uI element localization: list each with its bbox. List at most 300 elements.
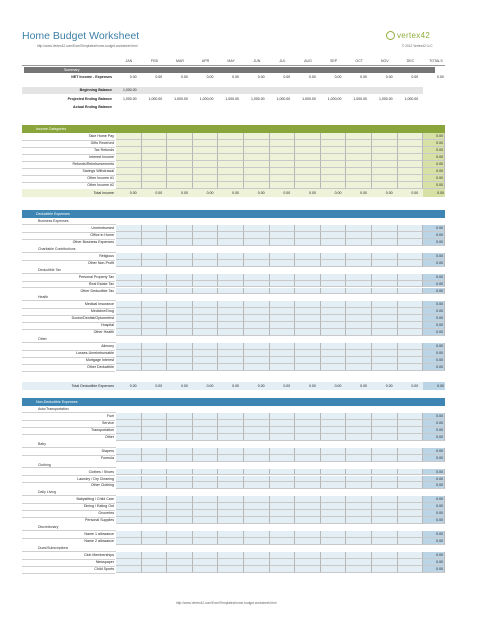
month-cell[interactable] (116, 260, 142, 267)
month-cell[interactable] (372, 420, 398, 427)
month-cell[interactable] (244, 133, 270, 140)
month-cell[interactable] (167, 427, 193, 434)
month-cell[interactable] (244, 427, 270, 434)
month-cell[interactable] (193, 538, 219, 545)
month-cell[interactable] (270, 531, 296, 538)
month-cell[interactable] (321, 434, 347, 441)
month-cell[interactable] (218, 232, 244, 239)
month-cell[interactable] (142, 503, 168, 510)
month-cell[interactable] (116, 448, 142, 455)
month-cell[interactable] (218, 239, 244, 246)
month-cell[interactable] (295, 357, 321, 364)
month-cell[interactable] (372, 225, 398, 232)
month-cell[interactable] (270, 260, 296, 267)
month-cell[interactable] (346, 288, 372, 295)
month-cell[interactable] (372, 552, 398, 559)
month-cell[interactable] (346, 253, 372, 260)
month-cell[interactable] (218, 364, 244, 371)
month-cell[interactable] (116, 288, 142, 295)
month-cell[interactable] (244, 168, 270, 175)
month-cell[interactable] (167, 496, 193, 503)
month-cell[interactable] (142, 469, 168, 476)
month-cell[interactable] (142, 161, 168, 168)
month-cell[interactable] (321, 531, 347, 538)
month-cell[interactable] (244, 448, 270, 455)
month-cell[interactable] (116, 140, 142, 147)
month-cell[interactable] (372, 274, 398, 281)
month-cell[interactable] (167, 566, 193, 573)
month-cell[interactable] (193, 482, 219, 489)
month-cell[interactable] (398, 510, 424, 517)
month-cell[interactable] (398, 552, 424, 559)
month-cell[interactable] (142, 281, 168, 288)
month-cell[interactable] (346, 315, 372, 322)
month-cell[interactable] (372, 538, 398, 545)
month-cell[interactable] (346, 343, 372, 350)
month-cell[interactable] (295, 288, 321, 295)
month-cell[interactable] (116, 482, 142, 489)
month-cell[interactable] (372, 140, 398, 147)
month-cell[interactable] (398, 301, 424, 308)
month-cell[interactable] (167, 288, 193, 295)
month-cell[interactable] (116, 510, 142, 517)
month-cell[interactable] (321, 168, 347, 175)
month-cell[interactable] (167, 175, 193, 182)
month-cell[interactable] (321, 469, 347, 476)
month-cell[interactable] (398, 154, 424, 161)
month-cell[interactable] (142, 496, 168, 503)
month-cell[interactable] (346, 260, 372, 267)
month-cell[interactable] (295, 434, 321, 441)
month-cell[interactable] (142, 329, 168, 336)
month-cell[interactable] (116, 434, 142, 441)
month-cell[interactable] (193, 357, 219, 364)
month-cell[interactable] (346, 239, 372, 246)
month-cell[interactable] (218, 288, 244, 295)
month-cell[interactable] (398, 538, 424, 545)
month-cell[interactable] (193, 496, 219, 503)
month-cell[interactable] (398, 482, 424, 489)
month-cell[interactable] (346, 161, 372, 168)
month-cell[interactable] (167, 147, 193, 154)
month-cell[interactable] (167, 239, 193, 246)
month-cell[interactable] (142, 364, 168, 371)
month-cell[interactable] (116, 357, 142, 364)
month-cell[interactable] (167, 531, 193, 538)
month-cell[interactable] (244, 260, 270, 267)
month-cell[interactable] (142, 274, 168, 281)
month-cell[interactable] (142, 434, 168, 441)
month-cell[interactable] (167, 350, 193, 357)
month-cell[interactable] (398, 364, 424, 371)
month-cell[interactable] (218, 517, 244, 524)
month-cell[interactable] (372, 161, 398, 168)
month-cell[interactable] (193, 322, 219, 329)
month-cell[interactable] (218, 161, 244, 168)
month-cell[interactable] (244, 357, 270, 364)
month-cell[interactable] (193, 260, 219, 267)
month-cell[interactable] (346, 510, 372, 517)
month-cell[interactable] (270, 140, 296, 147)
month-cell[interactable] (167, 552, 193, 559)
month-cell[interactable] (270, 239, 296, 246)
month-cell[interactable] (295, 455, 321, 462)
month-cell[interactable] (295, 510, 321, 517)
month-cell[interactable] (346, 469, 372, 476)
source-url-bottom[interactable]: http://www.Vertex42.com/ExcelTemplates/home-budget-worksheet.html (176, 601, 277, 605)
month-cell[interactable] (193, 420, 219, 427)
month-cell[interactable] (218, 496, 244, 503)
month-cell[interactable] (321, 566, 347, 573)
month-cell[interactable] (244, 476, 270, 483)
month-cell[interactable] (142, 343, 168, 350)
month-cell[interactable] (167, 434, 193, 441)
month-cell[interactable] (244, 510, 270, 517)
month-cell[interactable] (116, 274, 142, 281)
month-cell[interactable] (193, 413, 219, 420)
month-cell[interactable] (193, 343, 219, 350)
month-cell[interactable] (142, 350, 168, 357)
month-cell[interactable] (372, 496, 398, 503)
month-cell[interactable] (142, 322, 168, 329)
month-cell[interactable] (398, 448, 424, 455)
month-cell[interactable] (346, 413, 372, 420)
month-cell[interactable] (218, 301, 244, 308)
month-cell[interactable] (372, 503, 398, 510)
month-cell[interactable] (218, 427, 244, 434)
month-cell[interactable] (321, 154, 347, 161)
month-cell[interactable] (398, 469, 424, 476)
month-cell[interactable] (218, 154, 244, 161)
month-cell[interactable] (295, 350, 321, 357)
month-cell[interactable] (346, 147, 372, 154)
month-cell[interactable] (218, 420, 244, 427)
month-cell[interactable] (193, 133, 219, 140)
month-cell[interactable] (244, 322, 270, 329)
month-cell[interactable] (372, 364, 398, 371)
month-cell[interactable] (321, 448, 347, 455)
month-cell[interactable] (295, 427, 321, 434)
month-cell[interactable] (295, 315, 321, 322)
month-cell[interactable] (321, 517, 347, 524)
month-cell[interactable] (116, 133, 142, 140)
month-cell[interactable] (346, 322, 372, 329)
month-cell[interactable] (142, 538, 168, 545)
month-cell[interactable] (270, 510, 296, 517)
month-cell[interactable] (116, 413, 142, 420)
month-cell[interactable] (193, 154, 219, 161)
month-cell[interactable] (167, 322, 193, 329)
month-cell[interactable] (321, 140, 347, 147)
month-cell[interactable] (372, 301, 398, 308)
month-cell[interactable] (244, 531, 270, 538)
month-cell[interactable] (116, 559, 142, 566)
month-cell[interactable] (142, 315, 168, 322)
month-cell[interactable] (321, 147, 347, 154)
month-cell[interactable] (346, 329, 372, 336)
month-cell[interactable] (193, 253, 219, 260)
month-cell[interactable] (142, 455, 168, 462)
month-cell[interactable] (116, 329, 142, 336)
month-cell[interactable] (142, 253, 168, 260)
month-cell[interactable] (142, 531, 168, 538)
source-url-top[interactable]: http://www.Vertex42.com/ExcelTemplates/home-budget-worksheet.html (37, 44, 138, 48)
month-cell[interactable] (116, 301, 142, 308)
month-cell[interactable] (295, 538, 321, 545)
month-cell[interactable] (142, 239, 168, 246)
month-cell[interactable] (167, 517, 193, 524)
month-cell[interactable] (346, 531, 372, 538)
month-cell[interactable] (346, 455, 372, 462)
month-cell[interactable] (270, 538, 296, 545)
month-cell[interactable] (167, 364, 193, 371)
month-cell[interactable] (295, 482, 321, 489)
month-cell[interactable] (142, 559, 168, 566)
month-cell[interactable] (142, 225, 168, 232)
month-cell[interactable] (193, 288, 219, 295)
month-cell[interactable] (244, 253, 270, 260)
month-cell[interactable] (346, 274, 372, 281)
month-cell[interactable] (321, 315, 347, 322)
month-cell[interactable] (398, 253, 424, 260)
month-cell[interactable] (116, 225, 142, 232)
month-cell[interactable] (167, 510, 193, 517)
month-cell[interactable] (346, 496, 372, 503)
month-cell[interactable] (167, 559, 193, 566)
month-cell[interactable] (218, 253, 244, 260)
month-cell[interactable] (270, 322, 296, 329)
month-cell[interactable] (142, 288, 168, 295)
month-cell[interactable] (270, 503, 296, 510)
month-cell[interactable] (167, 482, 193, 489)
month-cell[interactable] (295, 476, 321, 483)
month-cell[interactable] (142, 301, 168, 308)
month-cell[interactable] (116, 538, 142, 545)
month-cell[interactable] (193, 476, 219, 483)
month-cell[interactable] (398, 168, 424, 175)
month-cell[interactable] (372, 253, 398, 260)
month-cell[interactable] (218, 140, 244, 147)
month-cell[interactable] (142, 147, 168, 154)
month-cell[interactable] (218, 168, 244, 175)
month-cell[interactable] (372, 281, 398, 288)
month-cell[interactable] (116, 496, 142, 503)
month-cell[interactable] (321, 274, 347, 281)
month-cell[interactable] (346, 281, 372, 288)
month-cell[interactable] (372, 308, 398, 315)
month-cell[interactable] (193, 427, 219, 434)
month-cell[interactable] (295, 503, 321, 510)
month-cell[interactable] (321, 420, 347, 427)
month-cell[interactable] (321, 253, 347, 260)
month-cell[interactable] (116, 232, 142, 239)
month-cell[interactable] (218, 308, 244, 315)
month-cell[interactable] (321, 239, 347, 246)
month-cell[interactable] (398, 476, 424, 483)
month-cell[interactable] (295, 559, 321, 566)
month-cell[interactable] (295, 448, 321, 455)
month-cell[interactable] (270, 182, 296, 189)
month-cell[interactable] (295, 182, 321, 189)
month-cell[interactable] (321, 322, 347, 329)
month-cell[interactable] (270, 161, 296, 168)
month-cell[interactable] (116, 531, 142, 538)
month-cell[interactable] (244, 538, 270, 545)
month-cell[interactable] (116, 552, 142, 559)
month-cell[interactable] (218, 476, 244, 483)
month-cell[interactable] (398, 343, 424, 350)
month-cell[interactable] (372, 260, 398, 267)
month-cell[interactable] (244, 343, 270, 350)
month-cell[interactable] (372, 434, 398, 441)
month-cell[interactable] (270, 274, 296, 281)
month-cell[interactable] (398, 225, 424, 232)
month-cell[interactable] (346, 482, 372, 489)
month-cell[interactable] (116, 175, 142, 182)
month-cell[interactable] (167, 274, 193, 281)
month-cell[interactable] (295, 225, 321, 232)
month-cell[interactable] (270, 420, 296, 427)
month-cell[interactable] (244, 552, 270, 559)
month-cell[interactable] (321, 510, 347, 517)
month-cell[interactable] (193, 434, 219, 441)
month-cell[interactable] (270, 147, 296, 154)
month-cell[interactable] (270, 350, 296, 357)
month-cell[interactable] (346, 175, 372, 182)
month-cell[interactable] (193, 168, 219, 175)
month-cell[interactable] (167, 301, 193, 308)
month-cell[interactable] (116, 343, 142, 350)
month-cell[interactable] (142, 476, 168, 483)
month-cell[interactable] (193, 503, 219, 510)
month-cell[interactable] (142, 413, 168, 420)
month-cell[interactable] (218, 434, 244, 441)
month-cell[interactable] (244, 281, 270, 288)
month-cell[interactable] (167, 538, 193, 545)
month-cell[interactable] (244, 225, 270, 232)
month-cell[interactable] (321, 343, 347, 350)
month-cell[interactable] (398, 308, 424, 315)
month-cell[interactable] (398, 288, 424, 295)
month-cell[interactable] (321, 455, 347, 462)
month-cell[interactable] (116, 154, 142, 161)
month-cell[interactable] (295, 232, 321, 239)
month-cell[interactable] (321, 364, 347, 371)
month-cell[interactable] (321, 182, 347, 189)
month-cell[interactable] (372, 239, 398, 246)
month-cell[interactable] (244, 559, 270, 566)
month-cell[interactable] (218, 343, 244, 350)
month-cell[interactable] (116, 239, 142, 246)
month-cell[interactable] (218, 552, 244, 559)
month-cell[interactable] (270, 329, 296, 336)
month-cell[interactable] (142, 552, 168, 559)
month-cell[interactable] (346, 434, 372, 441)
month-cell[interactable] (142, 175, 168, 182)
month-cell[interactable] (244, 301, 270, 308)
month-cell[interactable] (321, 476, 347, 483)
month-cell[interactable] (270, 308, 296, 315)
month-cell[interactable] (372, 168, 398, 175)
month-cell[interactable] (116, 476, 142, 483)
month-cell[interactable] (372, 315, 398, 322)
month-cell[interactable] (295, 175, 321, 182)
month-cell[interactable] (346, 133, 372, 140)
month-cell[interactable] (193, 552, 219, 559)
month-cell[interactable] (167, 420, 193, 427)
month-cell[interactable] (270, 232, 296, 239)
month-cell[interactable] (295, 531, 321, 538)
month-cell[interactable] (295, 260, 321, 267)
month-cell[interactable] (167, 154, 193, 161)
month-cell[interactable] (372, 357, 398, 364)
month-cell[interactable] (321, 225, 347, 232)
month-cell[interactable] (346, 538, 372, 545)
month-cell[interactable] (193, 455, 219, 462)
month-cell[interactable] (218, 531, 244, 538)
month-cell[interactable] (398, 147, 424, 154)
month-cell[interactable] (346, 350, 372, 357)
month-cell[interactable] (218, 147, 244, 154)
month-cell[interactable] (218, 281, 244, 288)
month-cell[interactable] (244, 274, 270, 281)
month-cell[interactable] (218, 175, 244, 182)
month-cell[interactable] (193, 517, 219, 524)
month-cell[interactable] (244, 288, 270, 295)
month-cell[interactable] (372, 469, 398, 476)
month-cell[interactable] (372, 154, 398, 161)
month-cell[interactable] (346, 566, 372, 573)
month-cell[interactable] (193, 315, 219, 322)
month-cell[interactable] (321, 350, 347, 357)
month-cell[interactable] (244, 182, 270, 189)
month-cell[interactable] (116, 469, 142, 476)
month-cell[interactable] (398, 434, 424, 441)
month-cell[interactable] (244, 147, 270, 154)
month-cell[interactable] (372, 413, 398, 420)
month-cell[interactable] (321, 175, 347, 182)
month-cell[interactable] (270, 559, 296, 566)
month-cell[interactable] (218, 350, 244, 357)
month-cell[interactable] (142, 140, 168, 147)
month-cell[interactable] (142, 510, 168, 517)
month-cell[interactable] (270, 364, 296, 371)
month-cell[interactable] (372, 566, 398, 573)
month-cell[interactable] (244, 469, 270, 476)
month-cell[interactable] (167, 469, 193, 476)
month-cell[interactable] (142, 482, 168, 489)
month-cell[interactable] (372, 448, 398, 455)
month-cell[interactable] (295, 239, 321, 246)
month-cell[interactable] (116, 168, 142, 175)
month-cell[interactable] (244, 517, 270, 524)
month-cell[interactable] (218, 182, 244, 189)
month-cell[interactable] (295, 413, 321, 420)
month-cell[interactable] (372, 531, 398, 538)
month-cell[interactable] (398, 455, 424, 462)
month-cell[interactable] (295, 140, 321, 147)
month-cell[interactable] (346, 364, 372, 371)
month-cell[interactable] (295, 154, 321, 161)
month-cell[interactable] (167, 281, 193, 288)
month-cell[interactable] (295, 552, 321, 559)
month-cell[interactable] (116, 566, 142, 573)
month-cell[interactable] (167, 343, 193, 350)
month-cell[interactable] (244, 420, 270, 427)
month-cell[interactable] (142, 182, 168, 189)
month-cell[interactable] (193, 510, 219, 517)
month-cell[interactable] (398, 329, 424, 336)
